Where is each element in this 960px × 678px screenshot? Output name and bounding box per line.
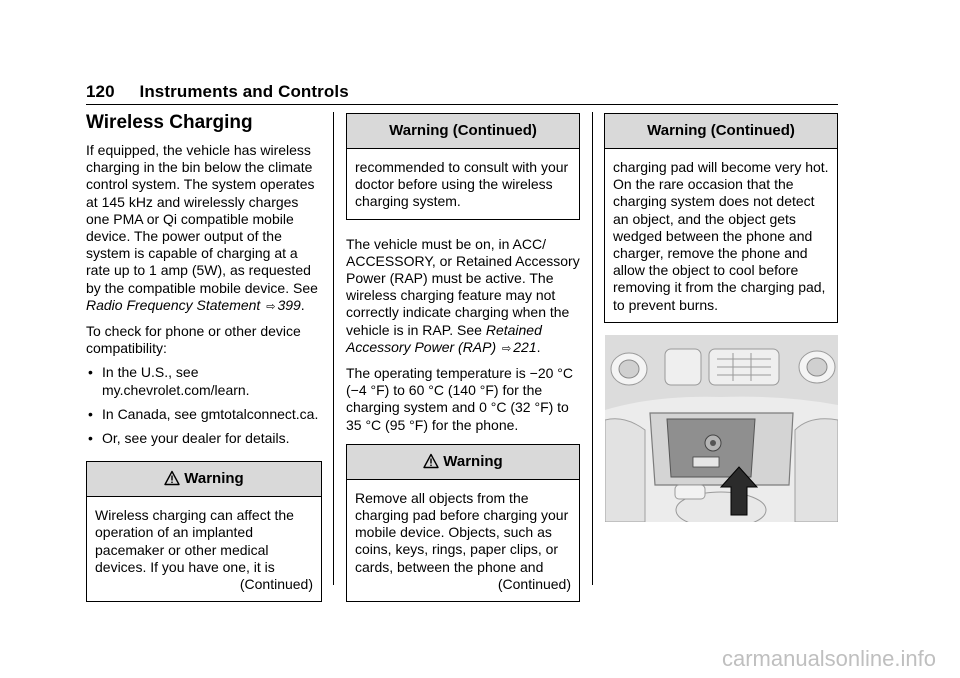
column-3 — [604, 113, 838, 333]
page-number: 120 — [86, 82, 115, 101]
list-item: • In Canada, see gmtotalconnect.ca. — [88, 405, 319, 422]
warning-continued-body: recommended to consult with your doctor before using the wireless charging system. — [355, 159, 569, 210]
warning-triangle-icon — [164, 470, 180, 486]
console-drawing — [605, 335, 838, 522]
page-ref[interactable]: 399 — [277, 296, 301, 313]
warning-header: Warning — [87, 462, 321, 497]
page-ref[interactable]: 221 — [513, 338, 537, 355]
warning-header: Warning — [347, 445, 579, 480]
section-title: Wireless Charging — [86, 112, 253, 133]
list-item: • In the U.S., see my.chevrolet.com/learn. — [88, 364, 250, 398]
list-item: • Or, see your dealer for details. — [88, 430, 290, 447]
rap-link[interactable]: Retained Accessory Power (RAP) — [346, 321, 542, 355]
warning-body: Wireless charging can affect the operation of an implanted pacemaker or other medical devices. If you have one, it is (Continued) — [95, 507, 313, 593]
warning-continued-header: Warning (Continued) — [347, 114, 579, 149]
warning-box — [346, 444, 580, 602]
warning-box — [86, 461, 322, 602]
chapter-title: Instruments and Controls — [139, 82, 349, 101]
warning-continued-box — [346, 113, 580, 220]
radio-frequency-link[interactable]: Radio Frequency Statement — [86, 296, 261, 313]
warning-continued-header: Warning (Continued) — [605, 114, 837, 149]
column-1 — [86, 108, 322, 612]
temperature-paragraph: The operating temperature is −20 °C (−4 °F) to 60 °C (140 °F) for the charging system and 0 °C (32 °F) to 35 °C (95 °F) for the phone. — [346, 365, 574, 433]
warning-triangle-icon — [423, 453, 439, 469]
warning-continued-box — [604, 113, 838, 323]
continued-label: (Continued) — [497, 575, 571, 592]
page-header — [86, 82, 349, 102]
reference-arrow-icon: ⇨ — [502, 342, 512, 355]
header-rule — [86, 104, 838, 105]
column-divider-1 — [333, 112, 334, 585]
charging-bin-illustration — [605, 335, 838, 522]
intro-paragraph: If equipped, the vehicle has wireless charging in the bin below the climate control system. The system operates at 145 kHz and wirelessly charges one PMA or Qi compatible mobile device. The power output of the system is capable of charging at a rate up to 1 amp (5W), as requested by the compatible mobile device. See Radio Frequency Statement ⇨ 399. — [86, 142, 318, 313]
continued-label: (Continued) — [239, 576, 313, 593]
warning-continued-body: charging pad will become very hot. On the rare occasion that the charging system does not detect an object, and the object gets wedged between the phone and charger, remove the phone and allow the object to cool before removing it from the charging pad, to prevent burns. — [613, 159, 829, 313]
reference-arrow-icon: ⇨ — [266, 300, 276, 313]
warning-body: Remove all objects from the charging pad before charging your mobile device. Objects, such as coins, keys, rings, paper clips, or cards, between the phone and (Continued) — [355, 489, 571, 592]
compat-paragraph: To check for phone or other device compatibility: — [86, 323, 301, 357]
column-divider-2 — [592, 112, 593, 585]
vehicle-state-paragraph: The vehicle must be on, in ACC/ ACCESSORY, or Retained Accessory Power (RAP) must be active. The wireless charging feature may not correctly indicate charging when the vehicle is in RAP. See Retained Accessory Power (RAP) ⇨ 221. — [346, 235, 580, 355]
watermark: carmanualsonline.info — [721, 646, 936, 671]
column-2 — [346, 113, 580, 612]
